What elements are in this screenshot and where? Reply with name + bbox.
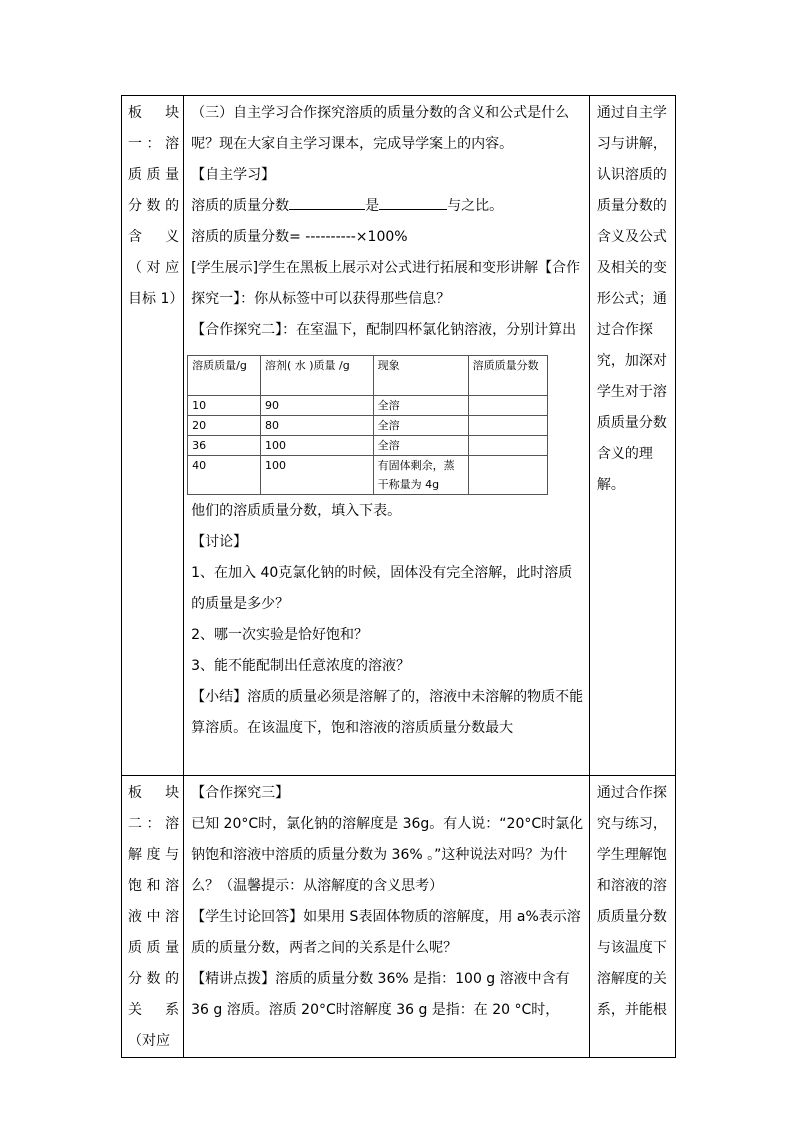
blank-field [289,195,365,210]
table-header-row [188,356,548,396]
table-cell [468,436,548,456]
table-cell [468,456,548,495]
table-cell: 10 [188,396,261,416]
question-3: 3、能不能配制出任意浓度的溶液？ [191,658,411,674]
block1-content [184,96,590,776]
table-row [188,456,548,495]
block1-row [122,96,676,776]
table-cell: 40 [188,456,261,495]
table-row [188,416,548,436]
table-cell: 20 [188,416,261,436]
table-cell: 全溶 [373,436,468,456]
table-cell: 有固体剩余，蒸干称量为 4g [373,456,468,495]
block1-goal: 通过自主学习与讲解，认识溶质的质量分数的含义及公式及相关的变形公式；通过合作探究，加深对学生对于溶质质量分数含义的理解。 [589,96,675,776]
lesson-plan-page [121,95,676,1049]
student-show: [学生展示]学生在黑板上展示对公式进行拓展和变形讲解【合作探究一】：你从标签中可以获得那些信息？ [191,260,581,307]
table-header: 现象 [373,356,468,396]
formula-line: 溶质的质量分数= ----------×100% [191,229,408,245]
block2-label: 板块二：溶解度与饱和溶液中溶质质量分数的关系（对应 [122,776,184,1058]
table-cell: 100 [260,456,373,495]
question-1: 1、在加入 40克氯化钠的时候，固体没有完全溶解，此时溶质的质量是多少？ [191,565,573,612]
question-2: 2、哪一次实验是恰好饱和？ [191,627,369,643]
block1-intro: （三）自主学习合作探究溶质的质量分数的含义和公式是什么呢？现在大家自主学习课本，完成导学案上的内容。 [191,105,570,152]
lesson-plan-table [121,95,676,1058]
block2-goal: 通过合作探究与练习，学生理解饱和溶液的溶质质量分数与该温度下溶解度的关系，并能根 [589,776,675,1058]
block2-content [184,776,590,1058]
table-cell: 36 [188,436,261,456]
table-header: 溶质质量分数 [468,356,548,396]
definition-line: 溶质的质量分数 是 与之比。 [191,191,584,222]
student-discussion: 【学生讨论回答】如果用 S表固体物质的溶解度，用 a%表示溶质的质量分数，两者之间的关系是什么呢？ [191,909,581,956]
blank-field [379,195,447,210]
self-study-heading: 【自主学习】 [191,167,276,183]
solubility-question: 已知 20°C时，氯化钠的溶解度是 36g。有人说：“20°C时氯化钠饱和溶液中溶质的质量分数为 36% 。”这种说法对吗？为什么？（温馨提示：从溶解度的含义思考） [191,816,584,894]
table-cell [468,416,548,436]
table-header: 溶剂( 水 )质量 /g [260,356,373,396]
table-header: 溶质质量/g [188,356,261,396]
table-cell: 80 [260,416,373,436]
fill-in-text: 他们的溶质质量分数，填入下表。 [191,503,402,519]
block2-row [122,776,676,1058]
table-row [188,396,548,416]
discussion-heading: 【讨论】 [191,534,248,550]
table-cell: 100 [260,436,373,456]
cooperate-two: 【合作探究二】：在室温下，配制四杯氯化钠溶液，分别计算出 [191,322,577,338]
summary: 【小结】溶质的质量必须是溶解了的，溶液中未溶解的物质不能算溶质。在该温度下，饱和溶液的溶质质量分数最大 [191,689,584,736]
table-cell [468,396,548,416]
table-row [188,436,548,456]
block1-label: 板块一：溶质质量分数的含义（对应目标 1） [122,96,184,776]
explanation: 【精讲点拨】溶质的质量分数 36% 是指：100 g 溶液中含有 36 g 溶质。溶质 20°C时溶解度 36 g 是指：在 20 °C时， [191,971,570,1018]
table-cell: 全溶 [373,416,468,436]
cooperate-three: 【合作探究三】 [191,785,290,801]
nacl-data-table [187,355,548,495]
table-cell: 全溶 [373,396,468,416]
table-cell: 90 [260,396,373,416]
